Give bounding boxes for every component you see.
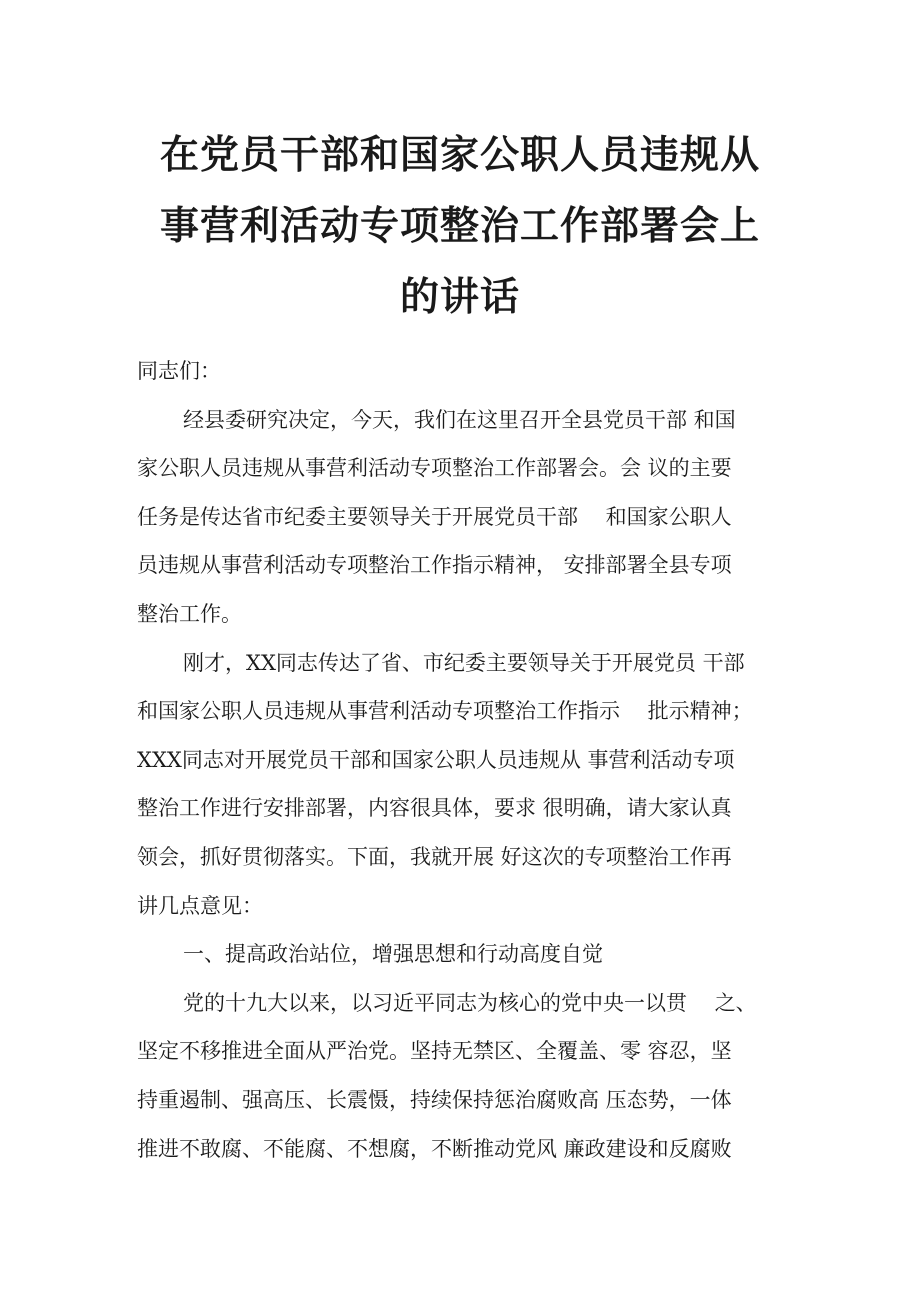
title-line: 事营利活动专项整治工作部署会上 xyxy=(159,204,760,249)
paragraph-line: 经县委研究决定，今天，我们在这里召开全县党员干部 和国 xyxy=(183,407,736,432)
paragraph-line: 党的十九大以来，以习近平同志为核心的党中央一以贯 之、 xyxy=(183,990,757,1015)
section-heading: 一、提高政治站位，增强思想和行动高度自觉 xyxy=(183,942,603,967)
paragraph-line: 坚定不移推进全面从严治党。坚持无禁区、全覆盖、零 容忍，坚 xyxy=(137,1039,732,1064)
document-title xyxy=(100,120,820,333)
paragraph-line: 刚才，XX同志传达了省、市纪委主要领导关于开展党员 干部 xyxy=(183,650,745,675)
paragraph-line: 家公职人员违规从事营利活动专项整治工作部署会。会 议的主要 xyxy=(137,456,732,481)
paragraph-line: 和国家公职人员违规从事营利活动专项整治工作指示 批示精神； xyxy=(137,699,753,724)
paragraph-line: XXX同志对开展党员干部和国家公职人员违规从 事营利活动专项 xyxy=(137,747,735,772)
paragraph-line: 推进不敢腐、不能腐、不想腐，不断推动党风 廉政建设和反腐败 xyxy=(137,1136,732,1161)
paragraph-line: 任务是传达省市纪委主要领导关于开展党员干部 和国家公职人 xyxy=(137,504,732,529)
salutation: 同志们： xyxy=(137,359,221,383)
title-line: 的讲话 xyxy=(399,275,520,320)
paragraph-line: 员违规从事营利活动专项整治工作指示精神， 安排部署全县专项 xyxy=(137,553,732,578)
paragraph-line: 整治工作进行安排部署，内容很具体，要求 很明确，请大家认真 xyxy=(137,796,732,821)
paragraph-line: 领会，抓好贯彻落实。下面，我就开展 好这次的专项整治工作再 xyxy=(137,844,732,869)
paragraph-line: 讲几点意见： xyxy=(137,893,263,918)
speech-body xyxy=(137,347,797,1173)
paragraph-line: 持重遏制、强高压、长震慑，持续保持惩治腐败高 压态势，一体 xyxy=(137,1087,732,1112)
paragraph-line: 整治工作。 xyxy=(137,601,242,626)
title-line: 在党员干部和国家公职人员违规从 xyxy=(159,133,760,178)
